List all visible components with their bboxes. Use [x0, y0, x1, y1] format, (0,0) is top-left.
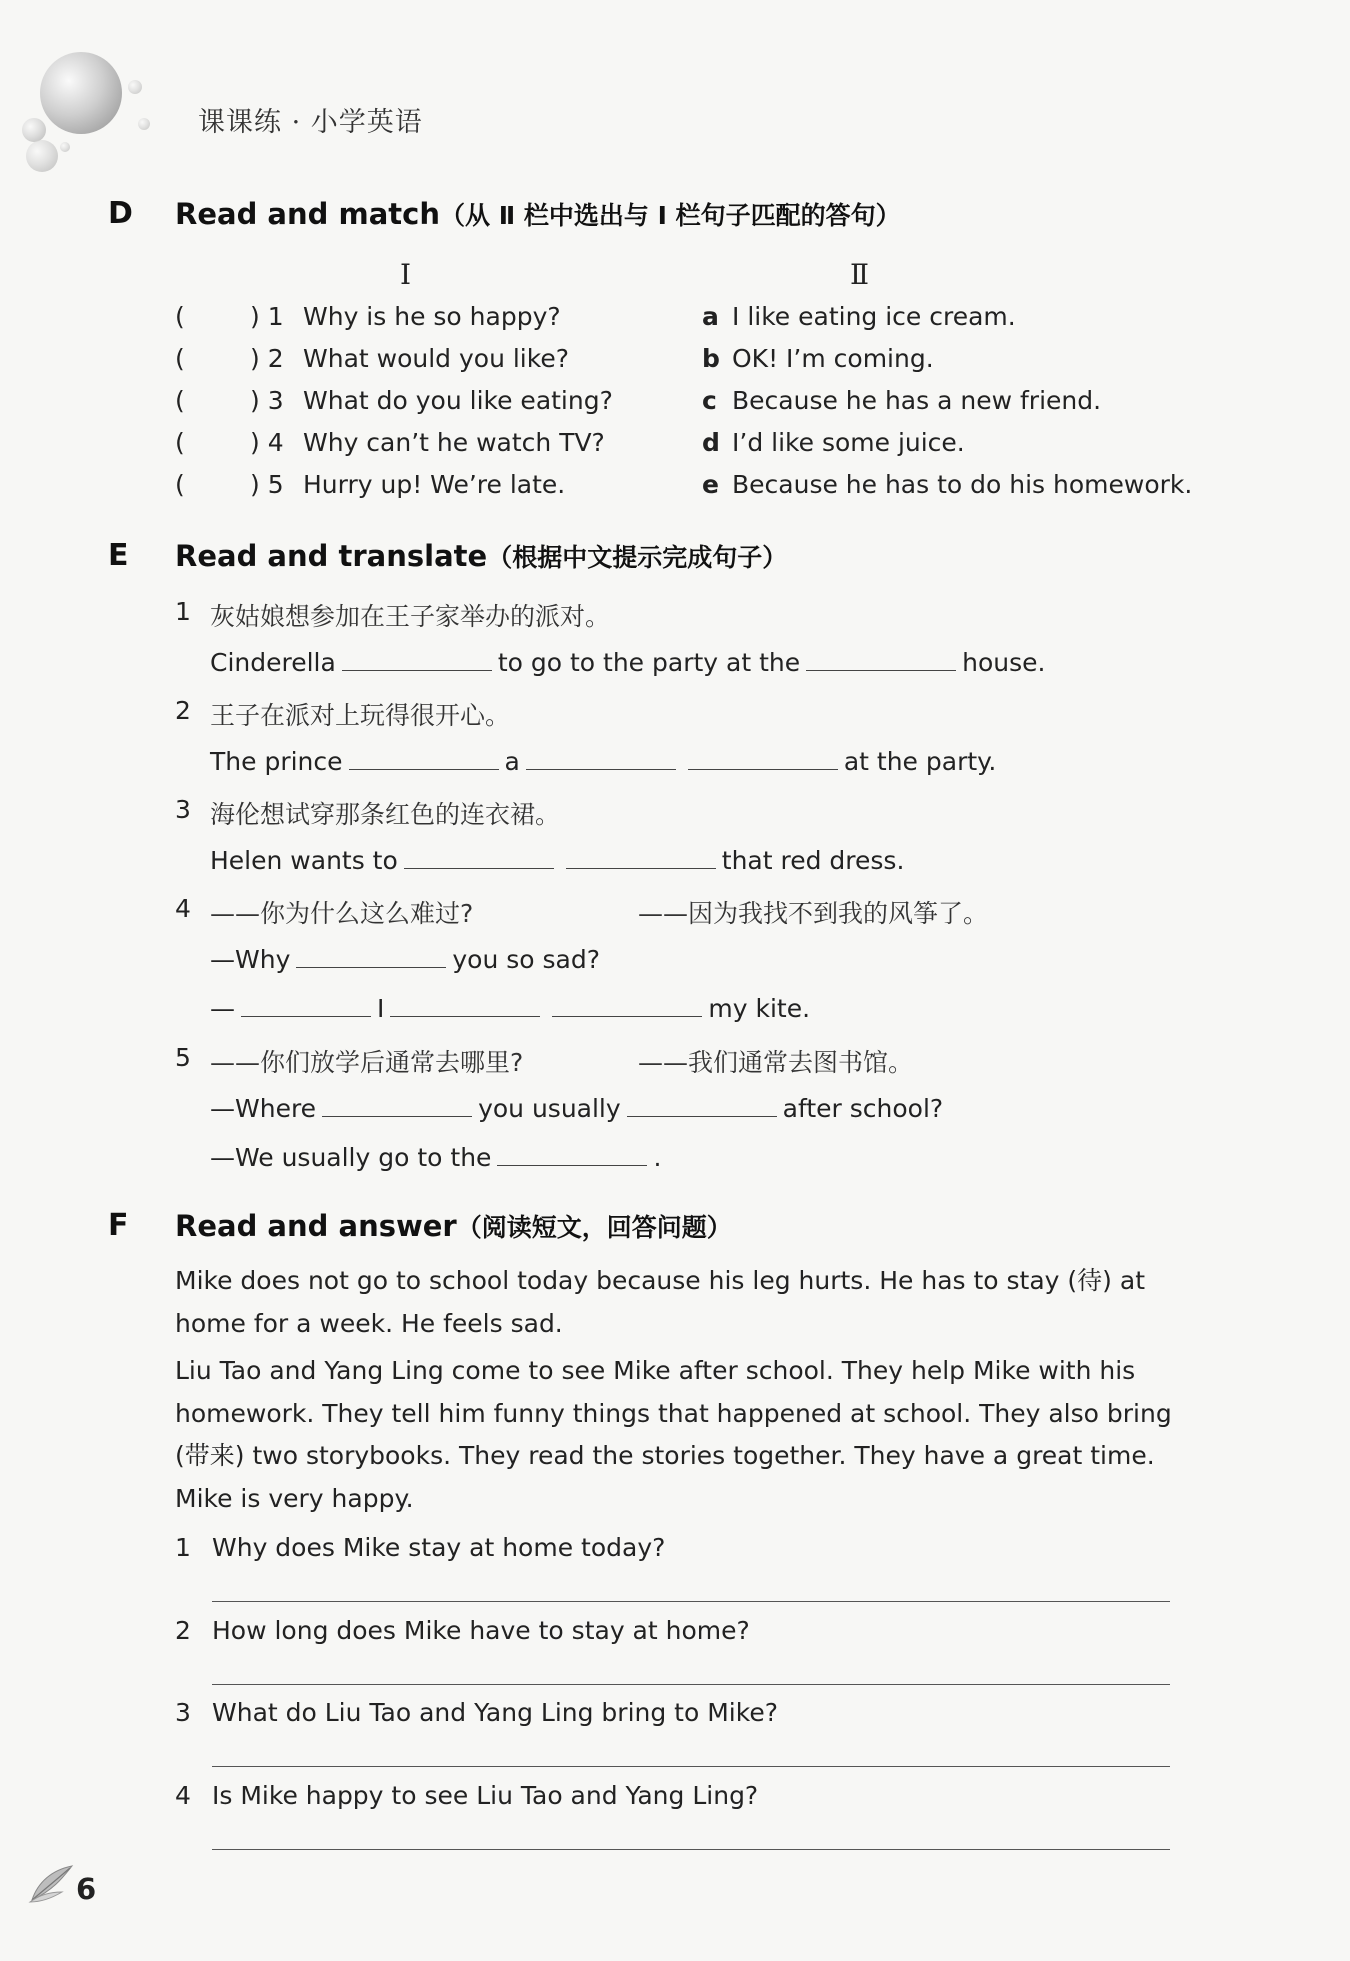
- answer-blank[interactable]: [688, 745, 838, 770]
- translate-sentence: Helen wants to that red dress.: [210, 846, 905, 875]
- translate-chinese: 王子在派对上玩得很开心。: [210, 701, 511, 730]
- answer-blank[interactable]: [241, 992, 371, 1017]
- match-paren-number: ) 4: [250, 428, 284, 457]
- match-answer: I like eating ice cream.: [732, 302, 1016, 331]
- answer-blank[interactable]: [497, 1141, 647, 1166]
- answer-line[interactable]: [212, 1601, 1170, 1602]
- question-number: 2: [175, 1616, 191, 1645]
- match-question: What would you like?: [303, 344, 569, 373]
- section-e-title-en: Read and translate: [175, 539, 488, 573]
- translate-number: 4: [175, 894, 191, 923]
- translate-chinese-answer: ——因为我找不到我的风筝了。: [638, 899, 989, 928]
- match-paren-open: (: [175, 302, 185, 331]
- section-e-title: [175, 538, 787, 574]
- answer-line[interactable]: [212, 1684, 1170, 1685]
- section-d-letter: D: [108, 196, 133, 231]
- translate-number: 1: [175, 597, 191, 626]
- answer-line[interactable]: [212, 1849, 1170, 1850]
- section-f-title-cn: （阅读短文，回答问题）: [456, 1213, 732, 1242]
- translate-sentence: —We usually go to the .: [210, 1143, 662, 1172]
- answer-blank[interactable]: [404, 844, 554, 869]
- match-paren-open: (: [175, 470, 185, 499]
- translate-sentence: —Why you so sad?: [210, 945, 600, 974]
- match-paren-number: ) 1: [250, 302, 284, 331]
- question-number: 4: [175, 1781, 191, 1810]
- column-1-heading: Ⅰ: [400, 258, 412, 291]
- match-answer-letter: e: [702, 470, 719, 499]
- match-paren-open: (: [175, 386, 185, 415]
- translate-sentence: — I my kite.: [210, 994, 811, 1023]
- match-answer: Because he has a new friend.: [732, 386, 1102, 415]
- translate-chinese-question: ——你们放学后通常去哪里?: [210, 1048, 524, 1077]
- match-answer-letter: a: [702, 302, 719, 331]
- answer-blank[interactable]: [552, 992, 702, 1017]
- question-text: Is Mike happy to see Liu Tao and Yang Ling?: [212, 1781, 759, 1810]
- answer-blank[interactable]: [296, 943, 446, 968]
- translate-number: 5: [175, 1043, 191, 1072]
- section-f-letter: F: [108, 1208, 129, 1243]
- translate-number: 2: [175, 696, 191, 725]
- question-number: 1: [175, 1533, 191, 1562]
- question-text: How long does Mike have to stay at home?: [212, 1616, 750, 1645]
- match-paren-open: (: [175, 428, 185, 457]
- translate-chinese-answer: ——我们通常去图书馆。: [638, 1048, 914, 1077]
- translate-sentence: —Where you usually after school?: [210, 1094, 944, 1123]
- answer-blank[interactable]: [349, 745, 499, 770]
- match-paren-open: (: [175, 344, 185, 373]
- match-answer-letter: d: [702, 428, 720, 457]
- match-question: Why can’t he watch TV?: [303, 428, 605, 457]
- match-paren-number: ) 2: [250, 344, 284, 373]
- section-e-letter: E: [108, 538, 129, 573]
- column-2-heading: Ⅱ: [850, 258, 870, 291]
- section-d-title-en: Read and match: [175, 197, 440, 231]
- answer-blank[interactable]: [322, 1092, 472, 1117]
- leaf-icon: [28, 1862, 76, 1904]
- match-question: Why is he so happy?: [303, 302, 561, 331]
- translate-sentence: Cinderella to go to the party at the house.: [210, 648, 1046, 677]
- translate-chinese: 灰姑娘想参加在王子家举办的派对。: [210, 602, 611, 631]
- section-e-title-cn: （根据中文提示完成句子）: [487, 543, 788, 572]
- match-question: What do you like eating?: [303, 386, 613, 415]
- match-answer: Because he has to do his homework.: [732, 470, 1193, 499]
- match-answer: I’d like some juice.: [732, 428, 965, 457]
- match-paren-number: ) 5: [250, 470, 284, 499]
- question-number: 3: [175, 1698, 191, 1727]
- section-f-title: [175, 1208, 732, 1244]
- answer-blank[interactable]: [806, 646, 956, 671]
- question-text: What do Liu Tao and Yang Ling bring to Mike?: [212, 1698, 778, 1727]
- section-d-title-cn: （从 Ⅱ 栏中选出与 Ⅰ 栏句子匹配的答句）: [439, 201, 901, 230]
- translate-number: 3: [175, 795, 191, 824]
- reading-paragraph-1: Mike does not go to school today because his leg hurts. He has to stay (待) at home for a week. He feels sad.: [175, 1266, 1145, 1338]
- answer-blank[interactable]: [627, 1092, 777, 1117]
- match-answer-letter: c: [702, 386, 717, 415]
- match-question: Hurry up! We’re late.: [303, 470, 566, 499]
- translate-chinese: 海伦想试穿那条红色的连衣裙。: [210, 800, 561, 829]
- match-paren-number: ) 3: [250, 386, 284, 415]
- answer-line[interactable]: [212, 1766, 1170, 1767]
- reading-paragraph-2: Liu Tao and Yang Ling come to see Mike after school. They help Mike with his homework. They tell him funny things that happened at school. They also bring (带来) two storybooks. They read the stories together. They have a great time. Mike is very happy.: [175, 1356, 1172, 1513]
- answer-blank[interactable]: [342, 646, 492, 671]
- answer-blank[interactable]: [566, 844, 716, 869]
- section-d-title: [175, 196, 901, 232]
- answer-blank[interactable]: [526, 745, 676, 770]
- match-answer-letter: b: [702, 344, 720, 373]
- match-answer: OK! I’m coming.: [732, 344, 934, 373]
- answer-blank[interactable]: [390, 992, 540, 1017]
- page-number: 6: [76, 1872, 97, 1906]
- question-text: Why does Mike stay at home today?: [212, 1533, 666, 1562]
- book-title: 课课练 · 小学英语: [198, 107, 423, 138]
- translate-chinese-question: ——你为什么这么难过?: [210, 899, 474, 928]
- section-f-title-en: Read and answer: [175, 1209, 457, 1243]
- translate-sentence: The prince a at the party.: [210, 747, 997, 776]
